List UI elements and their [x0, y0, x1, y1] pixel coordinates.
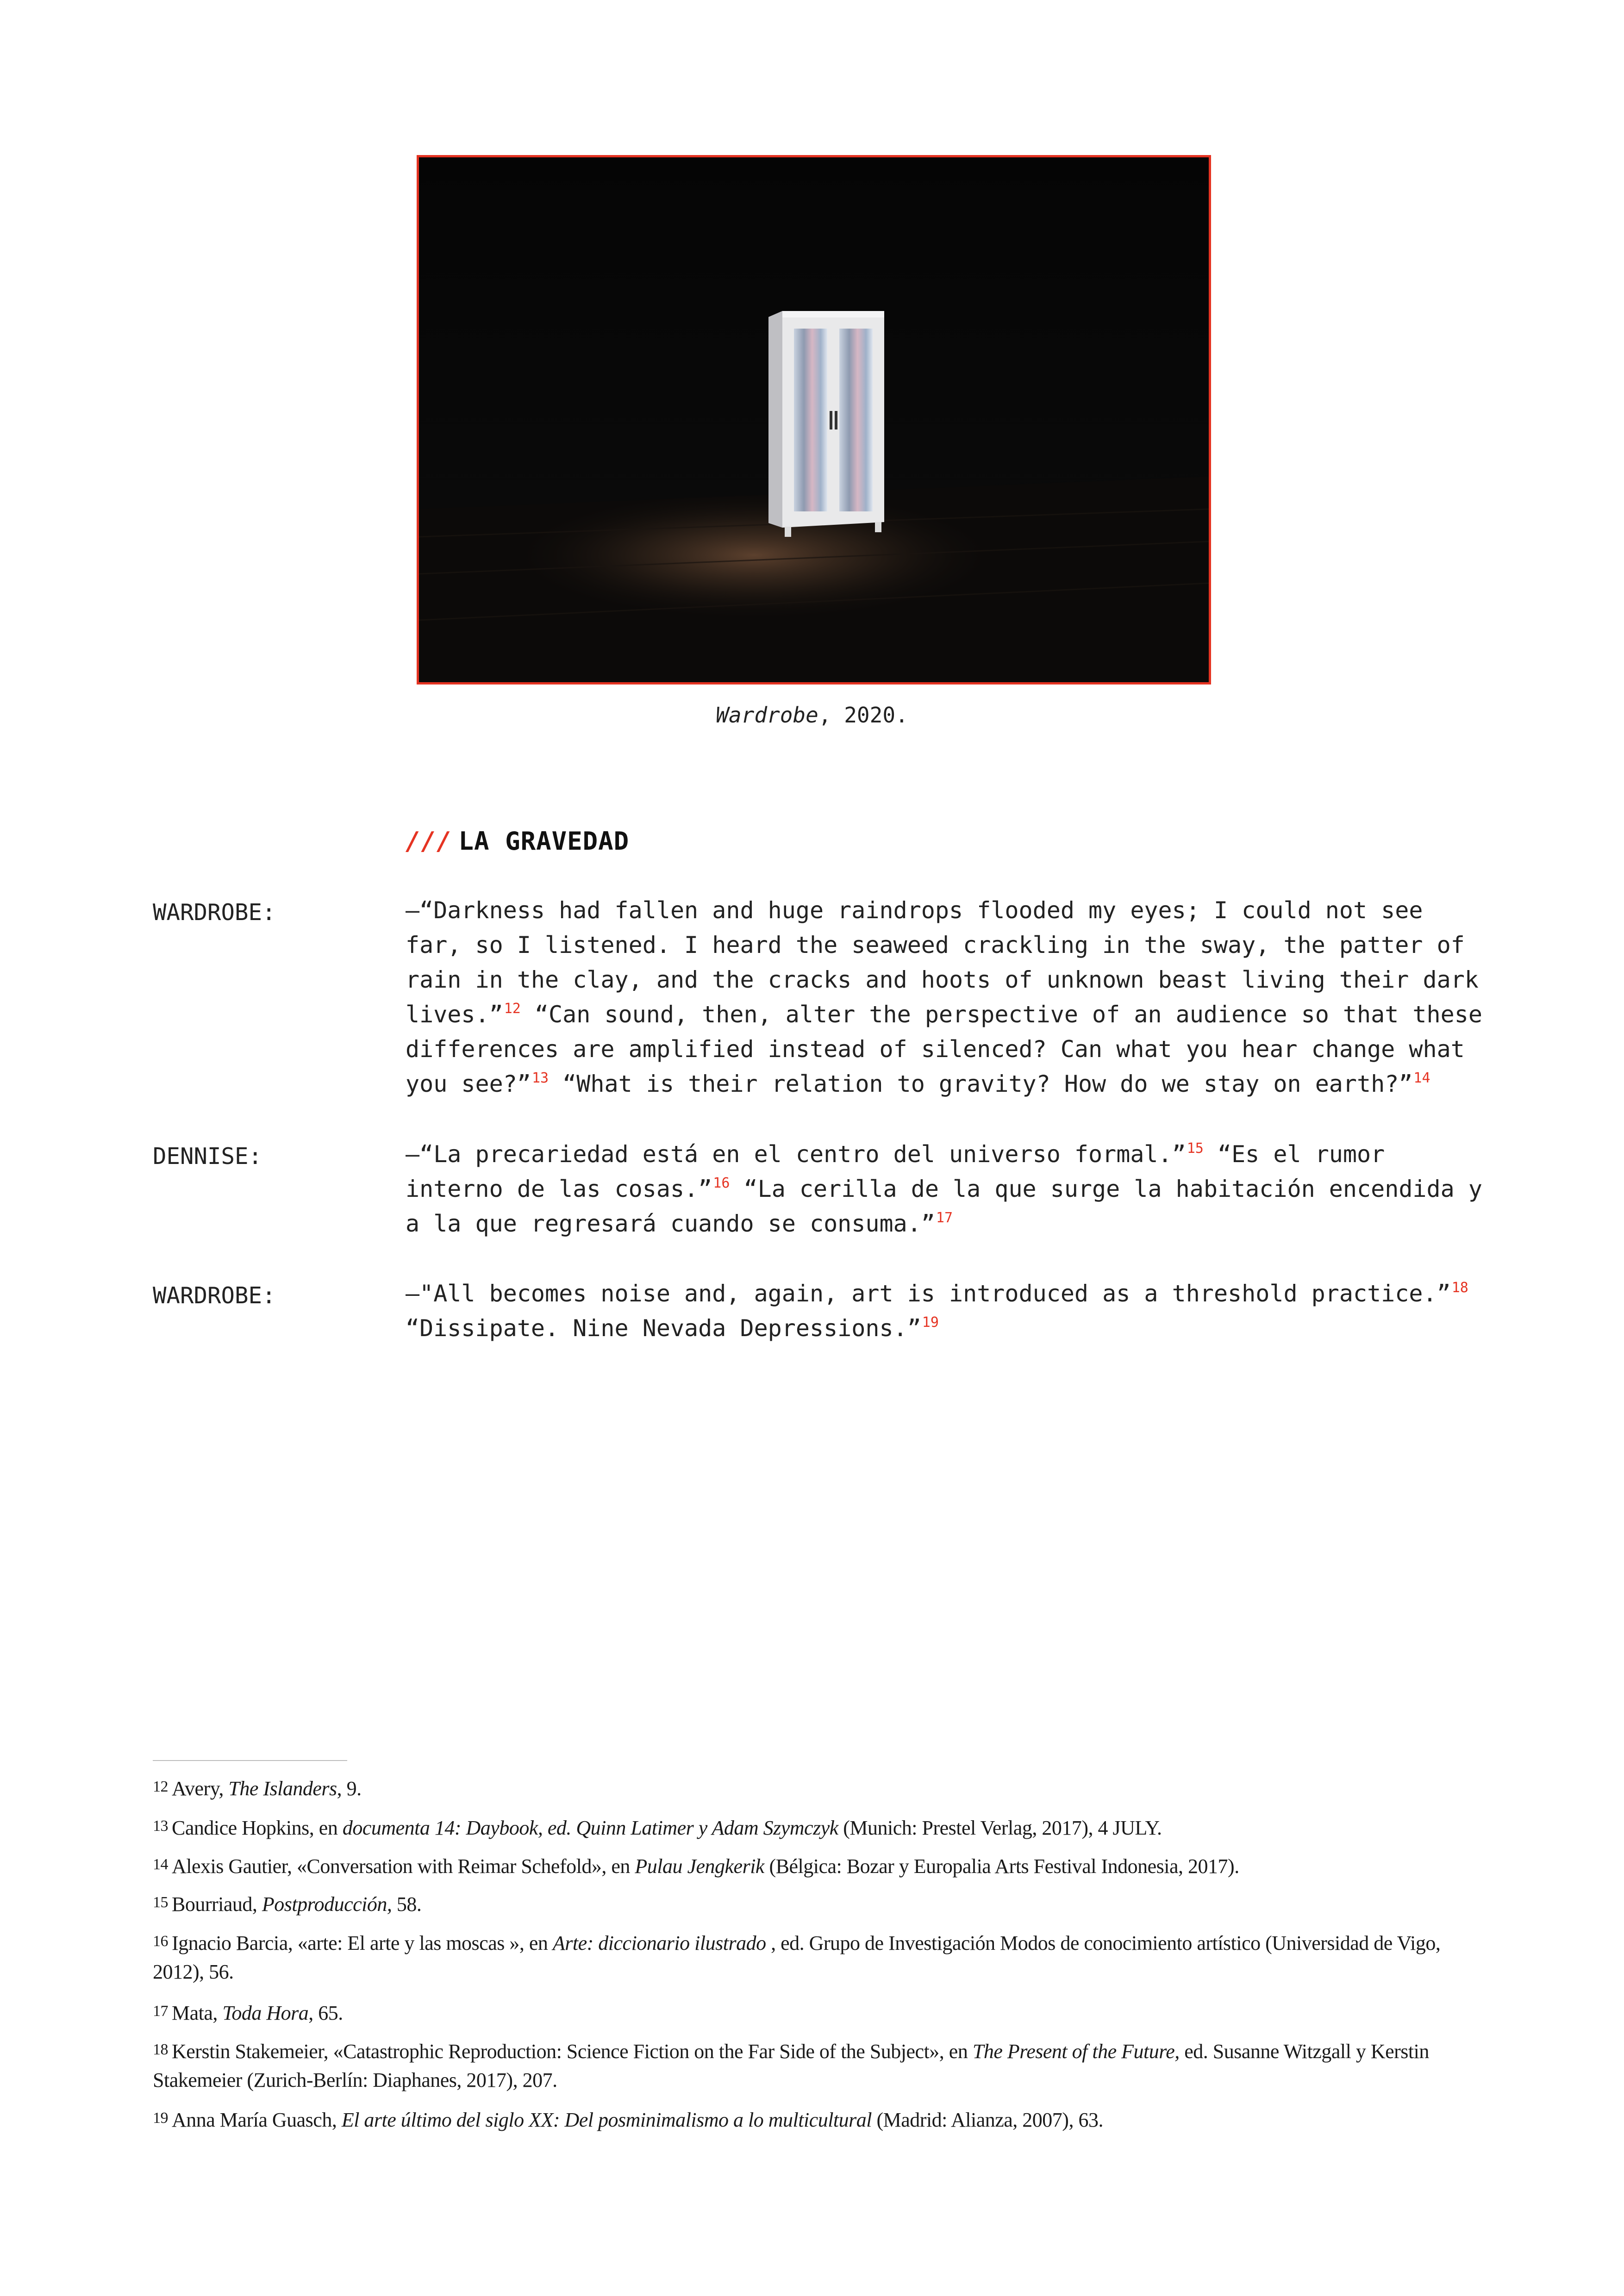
- footnote-ref: 19: [922, 1314, 939, 1331]
- speech-line: [406, 1207, 1470, 1241]
- heading-title: LA GRAVEDAD: [458, 827, 630, 856]
- footnote-text: Kerstin Stakemeier, «Catastrophic Reproduction: Science Fiction on the Far Side of the Subject», en: [172, 2040, 973, 2063]
- footnote: [153, 2104, 1477, 2134]
- footnote-text: Ignacio Barcia, «arte: El arte y las moscas », en: [172, 1932, 553, 1954]
- footnote-divider: [153, 1760, 347, 1761]
- heading-slashes: ///: [406, 827, 452, 856]
- footnote-ref: 16: [713, 1175, 730, 1191]
- speech-line: [406, 1067, 1470, 1101]
- footnote-number: 19: [153, 2109, 168, 2127]
- footnote-ref: 15: [1187, 1140, 1204, 1157]
- speech-line: [406, 1276, 1470, 1311]
- footnote-title: Arte: diccionario ilustrado: [552, 1932, 766, 1954]
- speech-text: interno de las cosas.”: [406, 1176, 712, 1202]
- footnote: [153, 1773, 1477, 1803]
- footnote-number: 16: [153, 1933, 168, 1950]
- footnote-text: Alexis Gautier, «Conversation with Reimar Schefold», en: [172, 1855, 635, 1878]
- footnote-ref: 18: [1451, 1280, 1468, 1296]
- speech-block: [406, 893, 1482, 1101]
- speech-text: “What is their relation to gravity? How do we stay on earth?”: [549, 1070, 1413, 1097]
- speech-line: [406, 997, 1482, 1032]
- speaker-label: DENNISE:: [153, 1143, 262, 1170]
- footnote-title: Pulau Jengkerik: [635, 1855, 764, 1878]
- footnote: [153, 1997, 1477, 2028]
- speech-text: far, so I listened. I heard the seaweed crackling in the sway, the patter of: [406, 932, 1465, 958]
- speech-text: you see?”: [406, 1070, 531, 1097]
- speech-text: lives.”: [406, 1001, 503, 1028]
- footnote-number: 13: [153, 1817, 168, 1835]
- footnote-title: Postproducción,: [262, 1893, 392, 1916]
- footnote-title: El arte último del siglo XX: Del posminimalismo a lo multicultural: [341, 2109, 872, 2131]
- speaker-label: WARDROBE:: [153, 1282, 276, 1309]
- speech-block: [406, 1276, 1470, 1346]
- caption-year: , 2020.: [818, 703, 908, 728]
- caption-title: Wardrobe: [716, 703, 818, 728]
- speech-line: [406, 1172, 1482, 1207]
- speech-block: [406, 1137, 1482, 1241]
- footnote-text: (Bélgica: Bozar y Europalia Arts Festival Indonesia, 2017).: [764, 1855, 1239, 1878]
- footnote-ref: 12: [504, 1001, 521, 1017]
- footnote: [153, 1888, 1477, 1919]
- footnote-number: 14: [153, 1856, 168, 1873]
- footnote: [153, 1812, 1477, 1842]
- wardrobe-image: [419, 157, 1209, 682]
- footnote-text: (Madrid: Alianza, 2007), 63.: [872, 2109, 1103, 2131]
- footnote-text: Mata,: [172, 2002, 223, 2024]
- footnote-title: Toda Hora: [222, 2002, 309, 2024]
- footnote-title: The Islanders: [228, 1777, 337, 1800]
- speech-text: differences are amplified instead of silenced? Can what you hear change what: [406, 1036, 1465, 1063]
- footnote: [153, 2035, 1477, 2095]
- speech-line: [406, 893, 1470, 928]
- speech-line: [406, 963, 1479, 997]
- speech-text: —"All becomes noise and, again, art is introduced as a threshold practice.”: [406, 1280, 1451, 1307]
- section-heading: [406, 827, 629, 856]
- speech-text: “La cerilla de la que surge la habitación encendida y: [730, 1176, 1482, 1202]
- footnote-ref: 14: [1413, 1070, 1430, 1086]
- footnote-number: 12: [153, 1778, 168, 1795]
- speech-text: “Dissipate. Nine Nevada Depressions.”: [406, 1315, 921, 1342]
- footnote-text: Candice Hopkins, en: [172, 1817, 343, 1839]
- footnote-title: documenta 14: Daybook, ed. Quinn Latimer y Adam Szymczyk: [342, 1817, 838, 1839]
- speaker-label: WARDROBE:: [153, 899, 276, 926]
- speech-line: [406, 928, 1470, 963]
- footnote-text: Avery,: [172, 1777, 229, 1800]
- wardrobe-photo: [417, 155, 1211, 684]
- footnote-text: (Munich: Prestel Verlag, 2017), 4 JULY.: [838, 1817, 1162, 1839]
- footnote-text: , 9.: [337, 1777, 362, 1800]
- figure-caption: [0, 703, 1624, 728]
- footnote-text: Bourriaud,: [172, 1893, 262, 1916]
- footnote: [153, 1927, 1477, 1986]
- speech-text: —“Darkness had fallen and huge raindrops flooded my eyes; I could not see: [406, 897, 1423, 924]
- speech-line: [406, 1032, 1470, 1067]
- footnote-text: 58.: [392, 1893, 422, 1916]
- footnote-ref: 17: [936, 1210, 953, 1226]
- speech-text: —“La precariedad está en el centro del universo formal.”: [406, 1141, 1186, 1168]
- speech-line: [406, 1311, 1470, 1346]
- footnote-text: , 65.: [308, 2002, 343, 2024]
- speech-text: “Can sound, then, alter the perspective of an audience so that these: [520, 1001, 1482, 1028]
- speech-text: a la que regresará cuando se consuma.”: [406, 1210, 935, 1237]
- footnote-title: The Present of the Future,: [972, 2040, 1180, 2063]
- speech-text: “Es el rumor: [1203, 1141, 1385, 1168]
- footnote-ref: 13: [531, 1070, 549, 1086]
- footnote-number: 18: [153, 2041, 168, 2058]
- footnote-number: 15: [153, 1894, 168, 1911]
- footnote-number: 17: [153, 2003, 168, 2020]
- footnote-text: ed. Susanne Witzgall y Kerstin Stakemeier (Zurich-Berlín: Diaphanes, 2017), 207.: [153, 2040, 1429, 2091]
- footnote: [153, 1850, 1477, 1881]
- footnote-text: Anna María Guasch,: [172, 2109, 342, 2131]
- speech-line: [406, 1137, 1470, 1172]
- speech-text: rain in the clay, and the cracks and hoots of unknown beast living their dark: [406, 966, 1479, 993]
- footnote-text: , ed. Grupo de Investigación Modos de conocimiento artístico (Universidad de Vigo, 2012), 56.: [153, 1932, 1441, 1983]
